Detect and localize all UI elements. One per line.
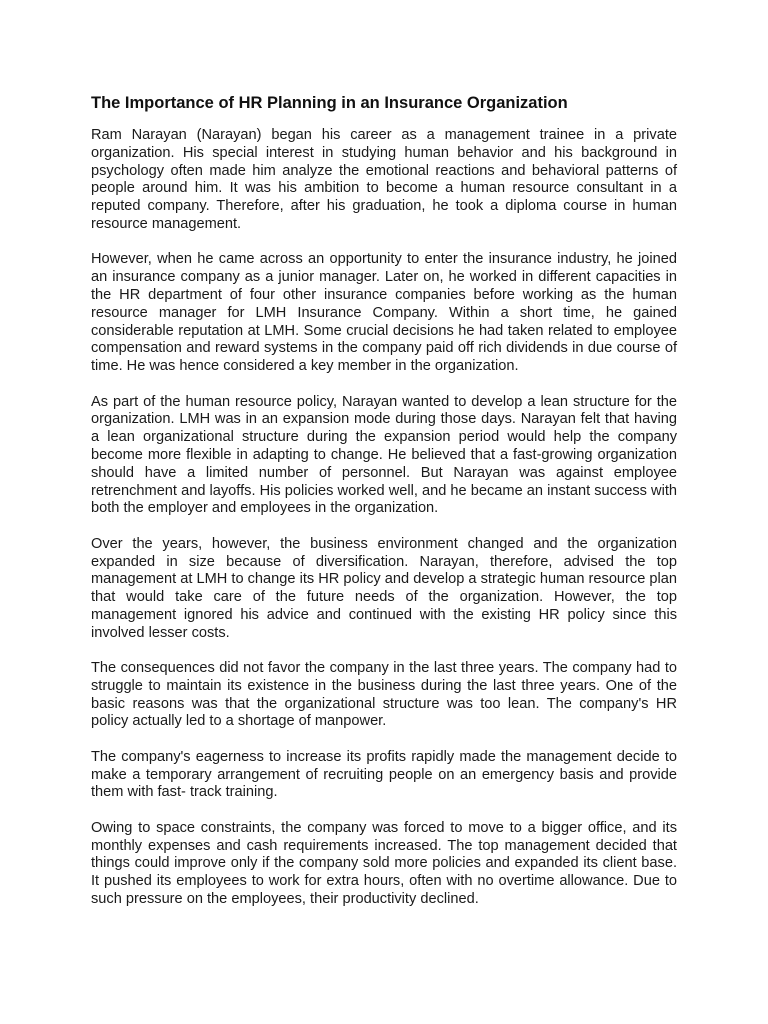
paragraph-1: Ram Narayan (Narayan) began his career as a management trainee in a private organization. His special interest in studying human behavior and his background in psychology often made him analyze the emotional reactions and behavioral patterns of people around him. It was his ambition to become a human resource consultant in a reputed company. Therefore, after his graduation, he took a diploma course in human resource management. [91,127,677,232]
paragraph-7: Owing to space constraints, the company was forced to move to a bigger office, and its monthly expenses and cash requirements increased. The top management decided that things could improve only if the company sold more policies and expanded its client base. It pushed its employees to work for extra hours, often with no overtime allowance. Due to such pressure on the employees, their productivity declined. [91,819,677,908]
paragraph-5: The consequences did not favor the company in the last three years. The company had to struggle to maintain its existence in the business during the last three years. One of the basic reasons was that the organizational structure was too lean. The company's HR policy actually led to a shortage of manpower. [91,660,677,730]
paragraph-3: As part of the human resource policy, Narayan wanted to develop a lean structure for the organization. LMH was in an expansion mode during those days. Narayan felt that having a lean organizational structure during the expansion period would help the company become more flexible in adapting to change. He believed that a fast-growing organization should have a limited number of personnel. But Narayan was against employee retrenchment and layoffs. His policies worked well, and he became an instant success with both the employer and employees in the organization. [91,393,677,517]
document-page [91,93,677,926]
paragraph-4: Over the years, however, the business environment changed and the organization expanded in size because of diversification. Narayan, therefore, advised the top management at LMH to change its HR policy and develop a strategic human resource plan that would take care of the future needs of the organization. However, the top management ignored his advice and continued with the existing HR policy since this involved lesser costs. [91,535,677,641]
paragraph-2: However, when he came across an opportunity to enter the insurance industry, he joined an insurance company as a junior manager. Later on, he worked in different capacities in the HR department of four other insurance companies before working as the human resource manager for LMH Insurance Company. Within a short time, he gained considerable reputation at LMH. Some crucial decisions he had taken related to employee compensation and reward systems in the company paid off rich dividends in due course of time. He was hence considered a key member in the organization. [91,251,677,375]
document-title: The Importance of HR Planning in an Insurance Organization [91,94,568,112]
paragraph-6: The company's eagerness to increase its profits rapidly made the management decide to make a temporary arrangement of recruiting people on an emergency basis and provide them with fast- track training. [91,748,677,801]
